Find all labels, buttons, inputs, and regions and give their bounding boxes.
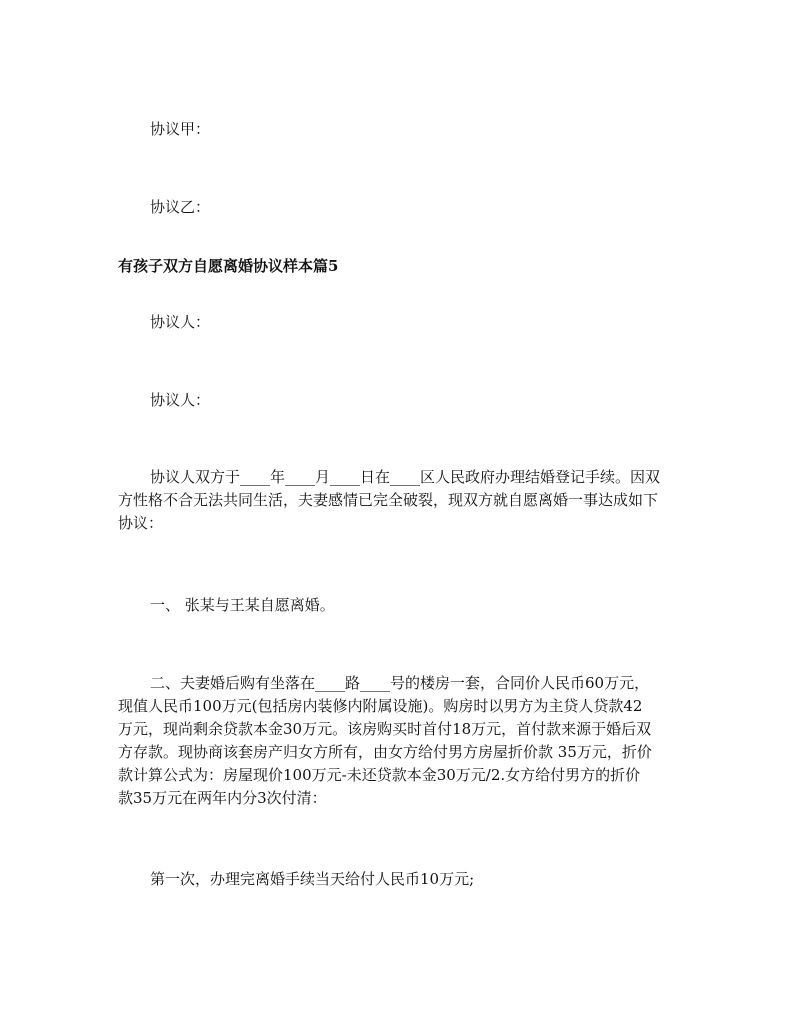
clause-2-line: 款计算公式为：房屋现价100万元-未还贷款本金30万元/2.女方给付男方的折价 xyxy=(118,766,641,784)
payment-1: 第一次，办理完离婚手续当天给付人民币10万元; xyxy=(150,870,475,888)
intro-line: 协议人双方于____年____月____日在____区人民政府办理结婚登记手续。因双 xyxy=(150,468,661,486)
clause-2-line: 方存款。现协商该套房产归女方所有，由女方给付男方房屋折价款 35万元，折价 xyxy=(118,743,652,761)
clause-2-line: 现值人民币100万元(包括房内装修内附属设施)。购房时以男方为主贷人贷款42 xyxy=(118,697,643,715)
section-title: 有孩子双方自愿离婚协议样本篇5 xyxy=(118,257,339,275)
intro-line: 协议： xyxy=(118,514,164,532)
signer-2-label: 协议人： xyxy=(150,391,211,409)
clause-2-line: 万元，现尚剩余贷款本金30万元。该房购买时首付18万元，首付款来源于婚后双 xyxy=(118,720,652,738)
party-b-label: 协议乙： xyxy=(150,198,211,216)
party-a-label: 协议甲： xyxy=(150,120,211,138)
clause-2-line: 款35万元在两年内分3次付清： xyxy=(118,789,327,807)
clause-2-paragraph xyxy=(118,672,684,810)
intro-paragraph xyxy=(118,466,684,535)
clause-2-line: 二、夫妻婚后购有坐落在____路____号的楼房一套，合同价人民币60万元， xyxy=(150,674,650,692)
clause-1: 一、 张某与王某自愿离婚。 xyxy=(150,596,335,614)
intro-line: 方性格不合无法共同生活，夫妻感情已完全破裂，现双方就自愿离婚一事达成如下 xyxy=(118,491,659,509)
signer-1-label: 协议人： xyxy=(150,313,211,331)
